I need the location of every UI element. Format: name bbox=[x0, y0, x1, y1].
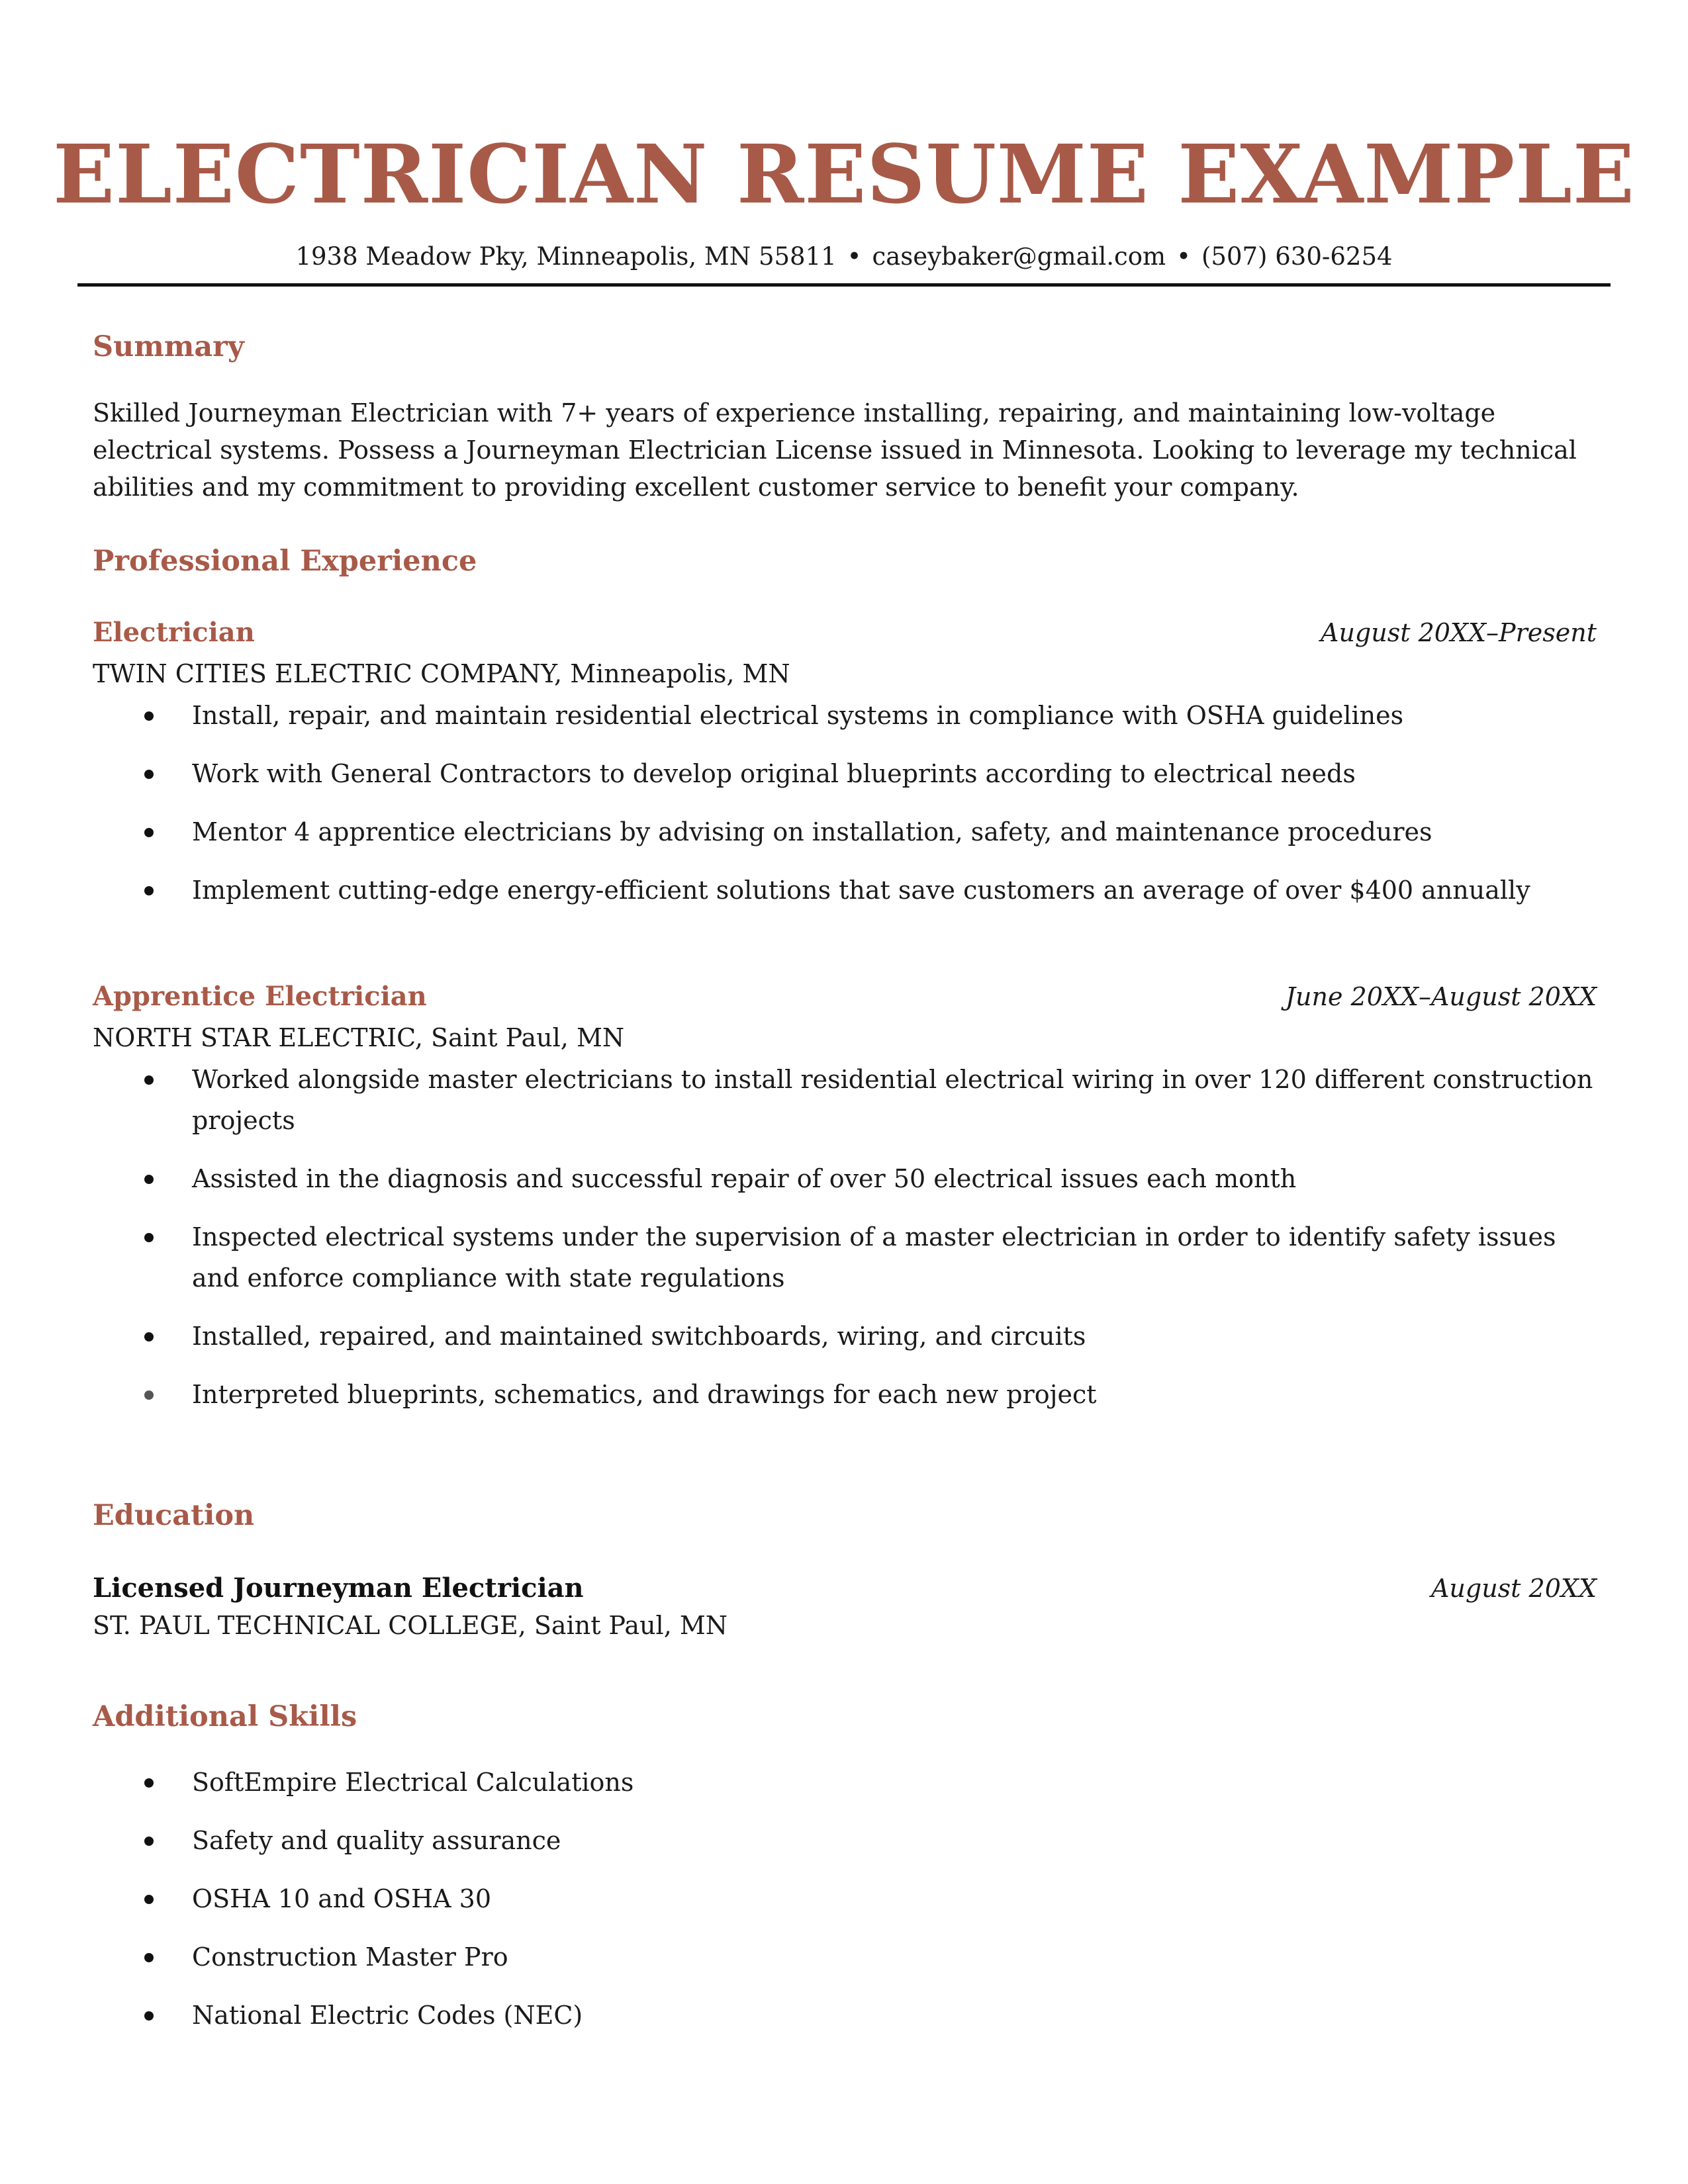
contact-separator: • bbox=[1176, 242, 1191, 271]
bullet-icon bbox=[144, 1233, 154, 1242]
resume-title: ELECTRICIAN RESUME EXAMPLE bbox=[53, 126, 1635, 222]
skill-item bbox=[93, 1762, 1602, 1803]
skill-text: OSHA 10 and OSHA 30 bbox=[192, 1884, 492, 1913]
skill-text: SoftEmpire Electrical Calculations bbox=[192, 1768, 634, 1797]
job-bullet bbox=[93, 811, 1602, 852]
job-company: NORTH STAR ELECTRIC, Saint Paul, MN bbox=[93, 1023, 625, 1052]
skills-list bbox=[93, 1762, 1602, 2053]
job-bullet-text: Install, repair, and maintain residential electrical systems in compliance with OSHA guidelines bbox=[192, 701, 1404, 730]
job-dates: June 20XX–August 20XX bbox=[1285, 982, 1597, 1011]
bullet-icon bbox=[144, 1175, 154, 1184]
job-bullet-list bbox=[93, 1059, 1602, 1432]
job-title: Electrician bbox=[93, 617, 255, 648]
job-bullet-text: Work with General Contractors to develop original blueprints according to electrical needs bbox=[192, 759, 1356, 788]
skill-text: Construction Master Pro bbox=[192, 1942, 508, 1972]
summary-text: Skilled Journeyman Electrician with 7+ years of experience installing, repairing, and maintaining low-voltage electrical systems. Possess a Journeyman Electrician License issued in Minnesota. Looking to leverage my technical abilities and my commitment to providing excellent customer service to benefit your company. bbox=[93, 398, 1577, 502]
bullet-icon bbox=[144, 886, 154, 895]
job-bullet-list bbox=[93, 695, 1602, 928]
job-dates: August 20XX–Present bbox=[1321, 618, 1597, 647]
job-bullet bbox=[93, 753, 1602, 794]
job-company: TWIN CITIES ELECTRIC COMPANY, Minneapolis, MN bbox=[93, 659, 790, 688]
job-bullet-text: Interpreted blueprints, schematics, and drawings for each new project bbox=[192, 1380, 1097, 1409]
bullet-icon bbox=[144, 1390, 154, 1400]
skill-text: National Electric Codes (NEC) bbox=[192, 2001, 583, 2030]
experience-heading: Professional Experience bbox=[93, 545, 477, 578]
job-bullet-text: Worked alongside master electricians to install residential electrical wiring in over 120 different construction projects bbox=[192, 1065, 1593, 1135]
education-date: August 20XX bbox=[1430, 1574, 1597, 1603]
skills-heading: Additional Skills bbox=[93, 1700, 357, 1733]
job-bullet-text: Assisted in the diagnosis and successful repair of over 50 electrical issues each month bbox=[192, 1164, 1297, 1193]
bullet-icon bbox=[144, 711, 154, 721]
skill-item bbox=[93, 1878, 1602, 1919]
bullet-icon bbox=[144, 1332, 154, 1342]
contact-phone[interactable]: (507) 630-6254 bbox=[1201, 242, 1393, 271]
job-bullet bbox=[93, 1158, 1602, 1199]
job-bullet bbox=[93, 1316, 1602, 1357]
skill-item bbox=[93, 1820, 1602, 1861]
contact-line bbox=[0, 238, 1688, 275]
bullet-icon bbox=[144, 1837, 154, 1846]
job-bullet bbox=[93, 870, 1602, 911]
job-bullet-text: Installed, repaired, and maintained switchboards, wiring, and circuits bbox=[192, 1322, 1086, 1351]
education-credential: Licensed Journeyman Electrician bbox=[93, 1572, 584, 1604]
job-bullet-text: Implement cutting-edge energy-efficient solutions that save customers an average of over $400 annually bbox=[192, 876, 1530, 905]
skill-item bbox=[93, 1936, 1602, 1978]
bullet-icon bbox=[144, 1778, 154, 1788]
job-bullet-text: Mentor 4 apprentice electricians by advising on installation, safety, and maintenance procedures bbox=[192, 817, 1432, 846]
education-heading: Education bbox=[93, 1499, 255, 1532]
job-bullet bbox=[93, 1216, 1602, 1298]
bullet-icon bbox=[144, 1953, 154, 1962]
bullet-icon bbox=[144, 1075, 154, 1085]
contact-email[interactable]: caseybaker@gmail.com bbox=[872, 242, 1166, 271]
contact-address: 1938 Meadow Pky, Minneapolis, MN 55811 bbox=[295, 242, 837, 271]
bullet-icon bbox=[144, 828, 154, 837]
job-bullet bbox=[93, 695, 1602, 736]
job-title: Apprentice Electrician bbox=[93, 981, 427, 1012]
bullet-icon bbox=[144, 1895, 154, 1904]
skill-text: Safety and quality assurance bbox=[192, 1826, 561, 1855]
job-bullet bbox=[93, 1059, 1602, 1141]
header-divider bbox=[77, 283, 1611, 287]
job-bullet bbox=[93, 1374, 1602, 1415]
job-bullet-text: Inspected electrical systems under the supervision of a master electrician in order to identify safety issues and enforce compliance with state regulations bbox=[192, 1222, 1556, 1293]
summary-heading: Summary bbox=[93, 330, 244, 363]
skill-item bbox=[93, 1995, 1602, 2036]
bullet-icon bbox=[144, 2011, 154, 2021]
bullet-icon bbox=[144, 770, 154, 779]
contact-separator: • bbox=[847, 242, 862, 271]
education-school: ST. PAUL TECHNICAL COLLEGE, Saint Paul, MN bbox=[93, 1611, 728, 1640]
